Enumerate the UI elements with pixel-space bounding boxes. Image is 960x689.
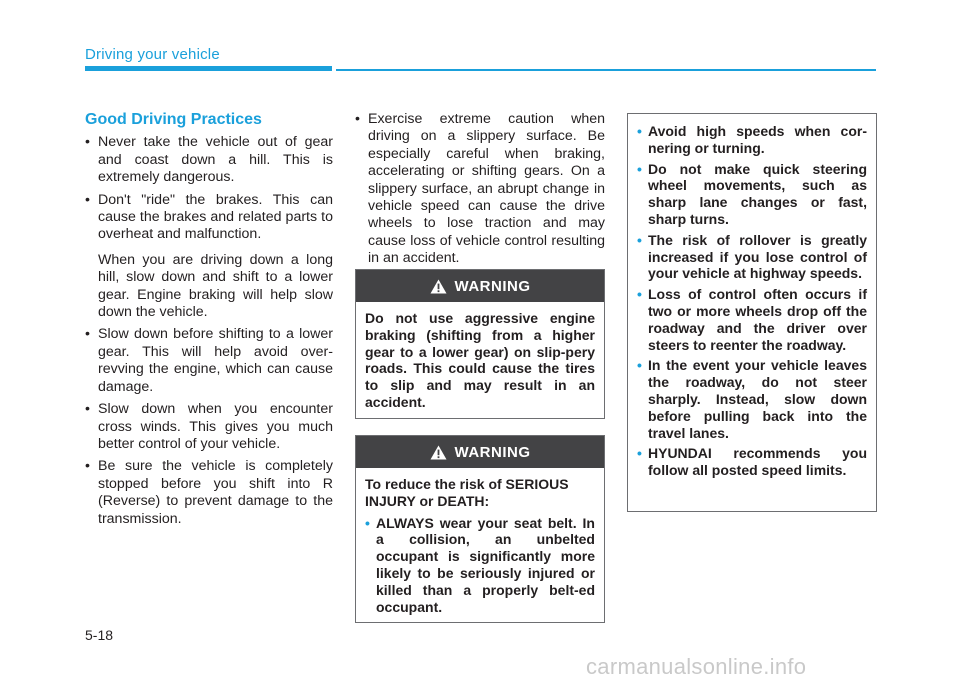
warning-list <box>365 515 595 616</box>
warning-triangle-icon <box>430 445 447 460</box>
list-item: • HYUNDAI recommends you follow all posted speed limits. <box>637 445 867 479</box>
list-item: • Loss of control often occurs if two or more wheels drop off the roadway and the driver over steers to reenter the roadway. <box>637 286 867 353</box>
column-middle <box>355 111 605 273</box>
list-item: • In the event your vehicle leaves the roadway, do not steer sharply. Instead, slow down before pulling back into the travel lanes. <box>637 357 867 441</box>
warning-label: WARNING <box>454 277 531 295</box>
list-item: • Avoid high speeds when cor-nering or turning. <box>637 123 867 156</box>
list-item: • Slow down before shifting to a lower gear. This will help avoid over-revving the engine, which can cause damage. <box>85 326 333 395</box>
warning-list <box>637 123 867 479</box>
slippery-list <box>355 111 605 268</box>
header-bar-thin <box>336 69 876 71</box>
list-item: • Be sure the vehicle is completely stopped before you shift into R (Reverse) to prevent damage to the transmission. <box>85 458 333 527</box>
warning-box-speed <box>627 113 877 512</box>
list-item: • The risk of rollover is greatly increased if you lose control of your vehicle at highway speeds. <box>637 231 867 282</box>
sub-paragraph: When you are driving down a long hill, slow down and shift to a lower gear. Engine braking will help slow down the vehicle. <box>98 251 333 321</box>
header-title: Driving your vehicle <box>85 46 220 63</box>
page-number: 5-18 <box>85 627 114 643</box>
warning-body <box>628 114 876 491</box>
warning-text: Do not use aggressive engine braking (shifting from a higher gear to a lower gear) on slip-pery roads. This could cause the tires to slip and may result in an accident. <box>365 310 595 410</box>
warning-label: WARNING <box>454 443 531 461</box>
column-left <box>85 111 333 533</box>
list-item: • Don't "ride" the brakes. This can cause the brakes and related parts to overheat and malfunction. When you are driving down a long hill, slow down and shift to a lower gear. Engine braking will help slow down the vehicle. <box>85 191 333 321</box>
list-item: • ALWAYS wear your seat belt. In a collision, an unbelted occupant is significantly more likely to be seriously injured or killed than a properly belt-ed occupant. <box>365 514 595 615</box>
header-bar-thick <box>85 66 332 71</box>
list-item: • Slow down when you encounter cross winds. This gives you much better control of your vehicle. <box>85 401 333 452</box>
practices-list <box>85 134 333 528</box>
warning-box-engine-braking <box>355 269 605 419</box>
warning-header <box>356 270 604 302</box>
warning-box-seat-belt <box>355 435 605 623</box>
warning-body <box>356 468 604 627</box>
list-item: • Never take the vehicle out of gear and coast down a hill. This is extremely dangerous. <box>85 134 333 186</box>
section-title: Good Driving Practices <box>85 111 262 128</box>
list-item: • Exercise extreme caution when driving on a slippery surface. Be especially careful when braking, accelerating or shifting gears. On a slippery surface, an abrupt change in vehicle speed can cause the drive wheels to lose traction and may cause loss of vehicle control resulting in an accident. <box>355 111 605 267</box>
warning-intro: To reduce the risk of SERIOUS INJURY or DEATH: <box>365 476 569 509</box>
warning-triangle-icon <box>430 279 447 294</box>
watermark: carmanualsonline.info <box>586 654 807 679</box>
list-item: • Do not make quick steering wheel movements, such as sharp lane changes or fast, sharp turns. <box>637 160 867 227</box>
warning-header <box>356 436 604 468</box>
